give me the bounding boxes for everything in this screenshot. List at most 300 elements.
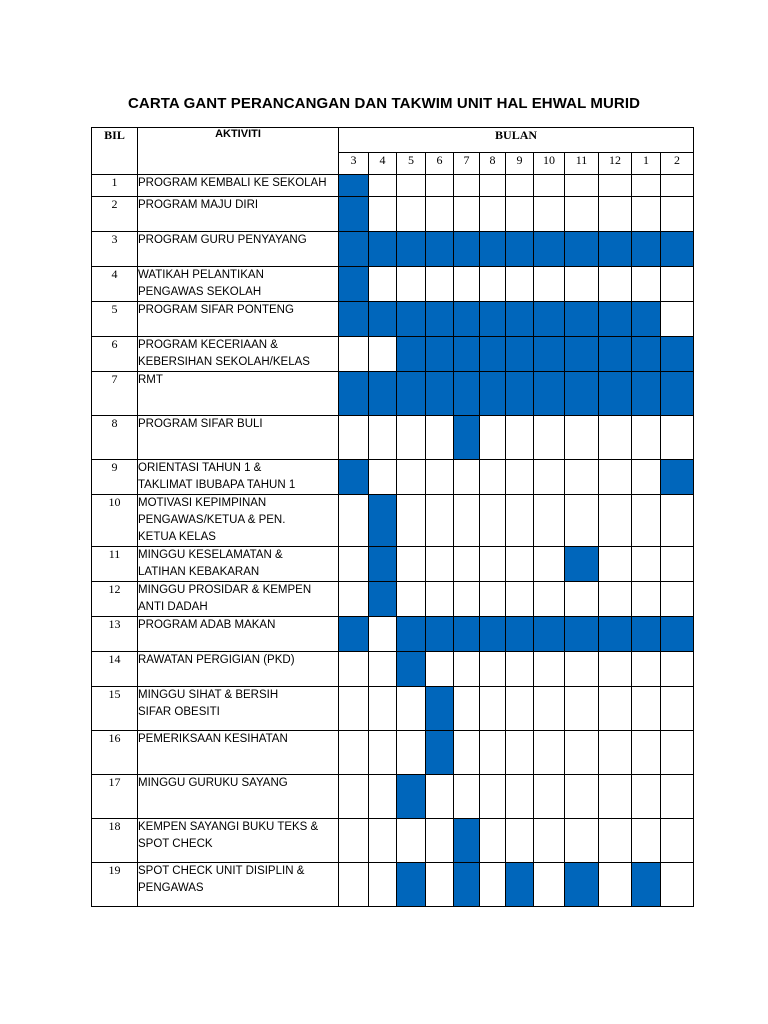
activity-name: WATIKAH PELANTIKAN PENGAWAS SEKOLAH — [138, 267, 339, 302]
schedule-cell-empty — [661, 175, 694, 197]
row-number: 16 — [92, 731, 138, 775]
schedule-cell-empty — [661, 731, 694, 775]
schedule-cell-empty — [339, 547, 369, 582]
schedule-cell-active — [599, 302, 632, 337]
row-number: 12 — [92, 582, 138, 617]
schedule-cell-empty — [661, 302, 694, 337]
schedule-cell-empty — [480, 495, 506, 547]
schedule-cell-active — [397, 652, 426, 687]
schedule-cell-empty — [339, 775, 369, 819]
schedule-cell-empty — [426, 819, 454, 863]
month-header: 12 — [599, 153, 632, 175]
table-row — [92, 302, 694, 337]
schedule-cell-empty — [369, 337, 397, 372]
row-number: 3 — [92, 232, 138, 267]
table-row — [92, 460, 694, 495]
schedule-cell-empty — [534, 731, 565, 775]
schedule-cell-active — [397, 775, 426, 819]
schedule-cell-active — [426, 731, 454, 775]
schedule-cell-active — [339, 175, 369, 197]
schedule-cell-empty — [397, 819, 426, 863]
schedule-cell-empty — [506, 652, 534, 687]
schedule-cell-empty — [534, 547, 565, 582]
schedule-cell-empty — [661, 863, 694, 907]
schedule-cell-empty — [506, 197, 534, 232]
schedule-cell-empty — [565, 416, 599, 460]
schedule-cell-active — [454, 372, 480, 416]
row-number: 2 — [92, 197, 138, 232]
schedule-cell-empty — [632, 197, 661, 232]
schedule-cell-active — [632, 337, 661, 372]
schedule-cell-active — [454, 819, 480, 863]
schedule-cell-empty — [480, 267, 506, 302]
schedule-cell-empty — [454, 495, 480, 547]
schedule-cell-empty — [599, 197, 632, 232]
schedule-cell-empty — [480, 197, 506, 232]
schedule-cell-empty — [369, 687, 397, 731]
month-header: 11 — [565, 153, 599, 175]
table-row — [92, 819, 694, 863]
schedule-cell-empty — [534, 582, 565, 617]
schedule-cell-empty — [661, 582, 694, 617]
schedule-cell-empty — [565, 775, 599, 819]
table-row — [92, 775, 694, 819]
gantt-table — [91, 127, 694, 907]
schedule-cell-active — [661, 617, 694, 652]
schedule-cell-active — [661, 460, 694, 495]
schedule-cell-active — [599, 232, 632, 267]
month-header: 4 — [369, 153, 397, 175]
schedule-cell-active — [397, 232, 426, 267]
row-number: 5 — [92, 302, 138, 337]
schedule-cell-empty — [339, 652, 369, 687]
schedule-cell-empty — [632, 460, 661, 495]
schedule-cell-empty — [661, 267, 694, 302]
schedule-cell-active — [506, 337, 534, 372]
month-header: 7 — [454, 153, 480, 175]
schedule-cell-active — [454, 863, 480, 907]
schedule-cell-empty — [506, 416, 534, 460]
schedule-cell-empty — [369, 460, 397, 495]
schedule-cell-active — [632, 372, 661, 416]
schedule-cell-active — [339, 197, 369, 232]
schedule-cell-empty — [339, 819, 369, 863]
schedule-cell-empty — [369, 652, 397, 687]
schedule-cell-empty — [426, 652, 454, 687]
schedule-cell-active — [480, 372, 506, 416]
activity-name: PEMERIKSAAN KESIHATAN — [138, 731, 339, 775]
activity-name: PROGRAM ADAB MAKAN — [138, 617, 339, 652]
schedule-cell-empty — [599, 582, 632, 617]
schedule-cell-empty — [397, 582, 426, 617]
schedule-cell-active — [599, 617, 632, 652]
row-number: 14 — [92, 652, 138, 687]
schedule-cell-active — [632, 863, 661, 907]
row-number: 19 — [92, 863, 138, 907]
schedule-cell-empty — [534, 175, 565, 197]
schedule-cell-empty — [339, 337, 369, 372]
schedule-cell-empty — [565, 687, 599, 731]
schedule-cell-active — [339, 617, 369, 652]
table-row — [92, 652, 694, 687]
month-header: 3 — [339, 153, 369, 175]
schedule-cell-empty — [599, 687, 632, 731]
schedule-cell-empty — [632, 687, 661, 731]
schedule-cell-active — [599, 337, 632, 372]
schedule-cell-active — [534, 232, 565, 267]
activity-name: MINGGU SIHAT & BERSIH SIFAR OBESITI — [138, 687, 339, 731]
table-row — [92, 547, 694, 582]
activity-name: PROGRAM KECERIAAN & KEBERSIHAN SEKOLAH/KELAS — [138, 337, 339, 372]
schedule-cell-empty — [534, 416, 565, 460]
schedule-cell-empty — [426, 495, 454, 547]
schedule-cell-empty — [426, 863, 454, 907]
schedule-cell-empty — [506, 819, 534, 863]
schedule-cell-active — [397, 372, 426, 416]
schedule-cell-empty — [339, 863, 369, 907]
table-row — [92, 863, 694, 907]
header-bulan: BULAN — [339, 128, 694, 153]
schedule-cell-active — [506, 232, 534, 267]
schedule-cell-active — [369, 372, 397, 416]
schedule-cell-active — [339, 267, 369, 302]
schedule-cell-empty — [454, 731, 480, 775]
table-row — [92, 372, 694, 416]
schedule-cell-empty — [661, 495, 694, 547]
schedule-cell-empty — [565, 582, 599, 617]
schedule-cell-empty — [661, 819, 694, 863]
schedule-cell-empty — [397, 175, 426, 197]
schedule-cell-empty — [397, 416, 426, 460]
schedule-cell-empty — [426, 582, 454, 617]
activity-name: SPOT CHECK UNIT DISIPLIN & PENGAWAS — [138, 863, 339, 907]
schedule-cell-empty — [426, 197, 454, 232]
schedule-cell-empty — [369, 731, 397, 775]
activity-name: RMT — [138, 372, 339, 416]
schedule-cell-empty — [454, 652, 480, 687]
schedule-cell-empty — [454, 175, 480, 197]
schedule-cell-empty — [632, 652, 661, 687]
schedule-cell-active — [397, 302, 426, 337]
row-number: 6 — [92, 337, 138, 372]
schedule-cell-empty — [632, 819, 661, 863]
schedule-cell-empty — [534, 267, 565, 302]
table-row — [92, 687, 694, 731]
schedule-cell-empty — [454, 582, 480, 617]
activity-name: MINGGU KESELAMATAN & LATIHAN KEBAKARAN — [138, 547, 339, 582]
schedule-cell-empty — [454, 547, 480, 582]
table-row — [92, 617, 694, 652]
schedule-cell-active — [534, 372, 565, 416]
row-number: 10 — [92, 495, 138, 547]
schedule-cell-empty — [480, 582, 506, 617]
schedule-cell-active — [565, 302, 599, 337]
header-aktiviti: AKTIVITI — [138, 128, 339, 175]
schedule-cell-active — [426, 337, 454, 372]
schedule-cell-active — [426, 687, 454, 731]
schedule-cell-active — [506, 617, 534, 652]
schedule-cell-empty — [599, 416, 632, 460]
schedule-cell-empty — [534, 197, 565, 232]
activity-name: MINGGU GURUKU SAYANG — [138, 775, 339, 819]
schedule-cell-empty — [506, 775, 534, 819]
schedule-cell-empty — [397, 731, 426, 775]
schedule-cell-active — [565, 337, 599, 372]
schedule-cell-empty — [565, 460, 599, 495]
schedule-cell-active — [339, 372, 369, 416]
schedule-cell-empty — [565, 652, 599, 687]
schedule-cell-empty — [506, 687, 534, 731]
schedule-cell-active — [661, 232, 694, 267]
schedule-cell-empty — [397, 687, 426, 731]
schedule-cell-empty — [454, 687, 480, 731]
row-number: 13 — [92, 617, 138, 652]
schedule-cell-empty — [632, 495, 661, 547]
schedule-cell-active — [632, 302, 661, 337]
schedule-cell-empty — [565, 819, 599, 863]
schedule-cell-empty — [369, 197, 397, 232]
schedule-cell-empty — [534, 687, 565, 731]
month-header: 8 — [480, 153, 506, 175]
schedule-cell-empty — [599, 652, 632, 687]
schedule-cell-empty — [397, 267, 426, 302]
month-header: 6 — [426, 153, 454, 175]
table-row — [92, 582, 694, 617]
schedule-cell-empty — [454, 267, 480, 302]
schedule-cell-empty — [534, 863, 565, 907]
schedule-cell-active — [369, 582, 397, 617]
schedule-cell-empty — [369, 863, 397, 907]
schedule-cell-active — [397, 863, 426, 907]
schedule-cell-empty — [565, 175, 599, 197]
schedule-cell-empty — [454, 460, 480, 495]
schedule-cell-active — [599, 372, 632, 416]
table-row — [92, 232, 694, 267]
schedule-cell-active — [565, 232, 599, 267]
schedule-cell-active — [369, 232, 397, 267]
table-row — [92, 731, 694, 775]
schedule-cell-empty — [534, 652, 565, 687]
activity-name: ORIENTASI TAHUN 1 & TAKLIMAT IBUBAPA TAHUN 1 — [138, 460, 339, 495]
schedule-cell-active — [369, 302, 397, 337]
schedule-cell-empty — [369, 819, 397, 863]
schedule-cell-empty — [632, 731, 661, 775]
page-title: CARTA GANT PERANCANGAN DAN TAKWIM UNIT HAL EHWAL MURID — [127, 95, 641, 112]
schedule-cell-empty — [534, 495, 565, 547]
schedule-cell-empty — [565, 197, 599, 232]
schedule-cell-active — [506, 863, 534, 907]
schedule-cell-empty — [397, 495, 426, 547]
month-header: 5 — [397, 153, 426, 175]
activity-name: PROGRAM SIFAR PONTENG — [138, 302, 339, 337]
schedule-cell-empty — [534, 460, 565, 495]
schedule-cell-empty — [339, 582, 369, 617]
schedule-cell-empty — [369, 416, 397, 460]
schedule-cell-active — [339, 302, 369, 337]
schedule-cell-empty — [599, 547, 632, 582]
schedule-cell-active — [565, 547, 599, 582]
schedule-cell-active — [454, 302, 480, 337]
schedule-cell-empty — [506, 547, 534, 582]
schedule-cell-empty — [599, 175, 632, 197]
schedule-cell-empty — [480, 687, 506, 731]
header-bil: BIL — [92, 128, 138, 175]
schedule-cell-empty — [506, 495, 534, 547]
row-number: 15 — [92, 687, 138, 731]
table-row — [92, 416, 694, 460]
activity-name: PROGRAM SIFAR BULI — [138, 416, 339, 460]
schedule-cell-empty — [339, 731, 369, 775]
schedule-cell-empty — [339, 416, 369, 460]
schedule-cell-active — [661, 372, 694, 416]
schedule-cell-empty — [632, 775, 661, 819]
schedule-cell-active — [339, 460, 369, 495]
month-header: 10 — [534, 153, 565, 175]
schedule-cell-empty — [339, 687, 369, 731]
schedule-cell-active — [454, 232, 480, 267]
schedule-cell-active — [454, 337, 480, 372]
schedule-cell-active — [426, 232, 454, 267]
schedule-cell-empty — [506, 267, 534, 302]
schedule-cell-empty — [632, 175, 661, 197]
schedule-cell-empty — [426, 175, 454, 197]
schedule-cell-empty — [480, 731, 506, 775]
schedule-cell-empty — [506, 731, 534, 775]
schedule-cell-empty — [480, 863, 506, 907]
schedule-cell-empty — [632, 582, 661, 617]
month-header: 2 — [661, 153, 694, 175]
row-number: 18 — [92, 819, 138, 863]
schedule-cell-empty — [397, 460, 426, 495]
schedule-cell-active — [534, 337, 565, 372]
schedule-cell-empty — [480, 652, 506, 687]
schedule-cell-active — [369, 495, 397, 547]
schedule-cell-empty — [480, 416, 506, 460]
table-row — [92, 175, 694, 197]
schedule-cell-active — [397, 617, 426, 652]
schedule-cell-empty — [661, 547, 694, 582]
schedule-cell-empty — [426, 547, 454, 582]
schedule-cell-active — [426, 372, 454, 416]
schedule-cell-empty — [661, 687, 694, 731]
schedule-cell-empty — [506, 582, 534, 617]
schedule-cell-active — [339, 232, 369, 267]
schedule-cell-empty — [397, 197, 426, 232]
schedule-cell-active — [565, 372, 599, 416]
schedule-cell-active — [632, 232, 661, 267]
schedule-cell-active — [565, 863, 599, 907]
table-row — [92, 337, 694, 372]
schedule-cell-active — [454, 416, 480, 460]
schedule-cell-active — [506, 302, 534, 337]
schedule-cell-active — [426, 617, 454, 652]
schedule-cell-empty — [426, 460, 454, 495]
schedule-cell-empty — [661, 652, 694, 687]
row-number: 17 — [92, 775, 138, 819]
schedule-cell-empty — [661, 775, 694, 819]
schedule-cell-empty — [454, 775, 480, 819]
schedule-cell-empty — [565, 731, 599, 775]
table-row — [92, 197, 694, 232]
row-number: 9 — [92, 460, 138, 495]
schedule-cell-empty — [426, 416, 454, 460]
schedule-cell-empty — [369, 267, 397, 302]
month-header: 1 — [632, 153, 661, 175]
schedule-cell-empty — [369, 175, 397, 197]
schedule-cell-empty — [632, 416, 661, 460]
schedule-cell-empty — [599, 495, 632, 547]
schedule-cell-active — [565, 617, 599, 652]
table-row — [92, 267, 694, 302]
schedule-cell-empty — [480, 175, 506, 197]
schedule-cell-empty — [632, 547, 661, 582]
schedule-cell-empty — [480, 547, 506, 582]
schedule-cell-active — [426, 302, 454, 337]
schedule-cell-active — [480, 337, 506, 372]
schedule-cell-active — [397, 337, 426, 372]
activity-name: MINGGU PROSIDAR & KEMPEN ANTI DADAH — [138, 582, 339, 617]
schedule-cell-empty — [661, 197, 694, 232]
month-header: 9 — [506, 153, 534, 175]
activity-name: PROGRAM KEMBALI KE SEKOLAH — [138, 175, 339, 197]
activity-name: PROGRAM GURU PENYAYANG — [138, 232, 339, 267]
schedule-cell-empty — [661, 416, 694, 460]
schedule-cell-active — [454, 617, 480, 652]
schedule-cell-active — [480, 232, 506, 267]
activity-name: MOTIVASI KEPIMPINAN PENGAWAS/KETUA & PEN. KETUA KELAS — [138, 495, 339, 547]
schedule-cell-active — [506, 372, 534, 416]
schedule-cell-empty — [599, 775, 632, 819]
row-number: 8 — [92, 416, 138, 460]
schedule-cell-empty — [599, 460, 632, 495]
schedule-cell-empty — [339, 495, 369, 547]
schedule-cell-active — [534, 617, 565, 652]
schedule-cell-empty — [565, 495, 599, 547]
schedule-cell-empty — [397, 547, 426, 582]
row-number: 11 — [92, 547, 138, 582]
schedule-cell-empty — [534, 819, 565, 863]
schedule-cell-empty — [599, 819, 632, 863]
activity-name: KEMPEN SAYANGI BUKU TEKS & SPOT CHECK — [138, 819, 339, 863]
schedule-cell-active — [534, 302, 565, 337]
schedule-cell-empty — [506, 460, 534, 495]
schedule-cell-empty — [369, 617, 397, 652]
schedule-cell-empty — [599, 863, 632, 907]
schedule-cell-empty — [565, 267, 599, 302]
schedule-cell-empty — [426, 775, 454, 819]
schedule-cell-empty — [426, 267, 454, 302]
schedule-cell-empty — [480, 819, 506, 863]
schedule-cell-empty — [506, 175, 534, 197]
schedule-cell-empty — [480, 460, 506, 495]
activity-name: RAWATAN PERGIGIAN (PKD) — [138, 652, 339, 687]
table-row — [92, 495, 694, 547]
schedule-cell-active — [661, 337, 694, 372]
schedule-cell-empty — [632, 267, 661, 302]
schedule-cell-empty — [369, 775, 397, 819]
schedule-cell-empty — [534, 775, 565, 819]
row-number: 1 — [92, 175, 138, 197]
row-number: 7 — [92, 372, 138, 416]
row-number: 4 — [92, 267, 138, 302]
schedule-cell-empty — [599, 267, 632, 302]
schedule-cell-active — [480, 302, 506, 337]
schedule-cell-empty — [480, 775, 506, 819]
activity-name: PROGRAM MAJU DIRI — [138, 197, 339, 232]
schedule-cell-active — [632, 617, 661, 652]
schedule-cell-empty — [454, 197, 480, 232]
schedule-cell-active — [369, 547, 397, 582]
